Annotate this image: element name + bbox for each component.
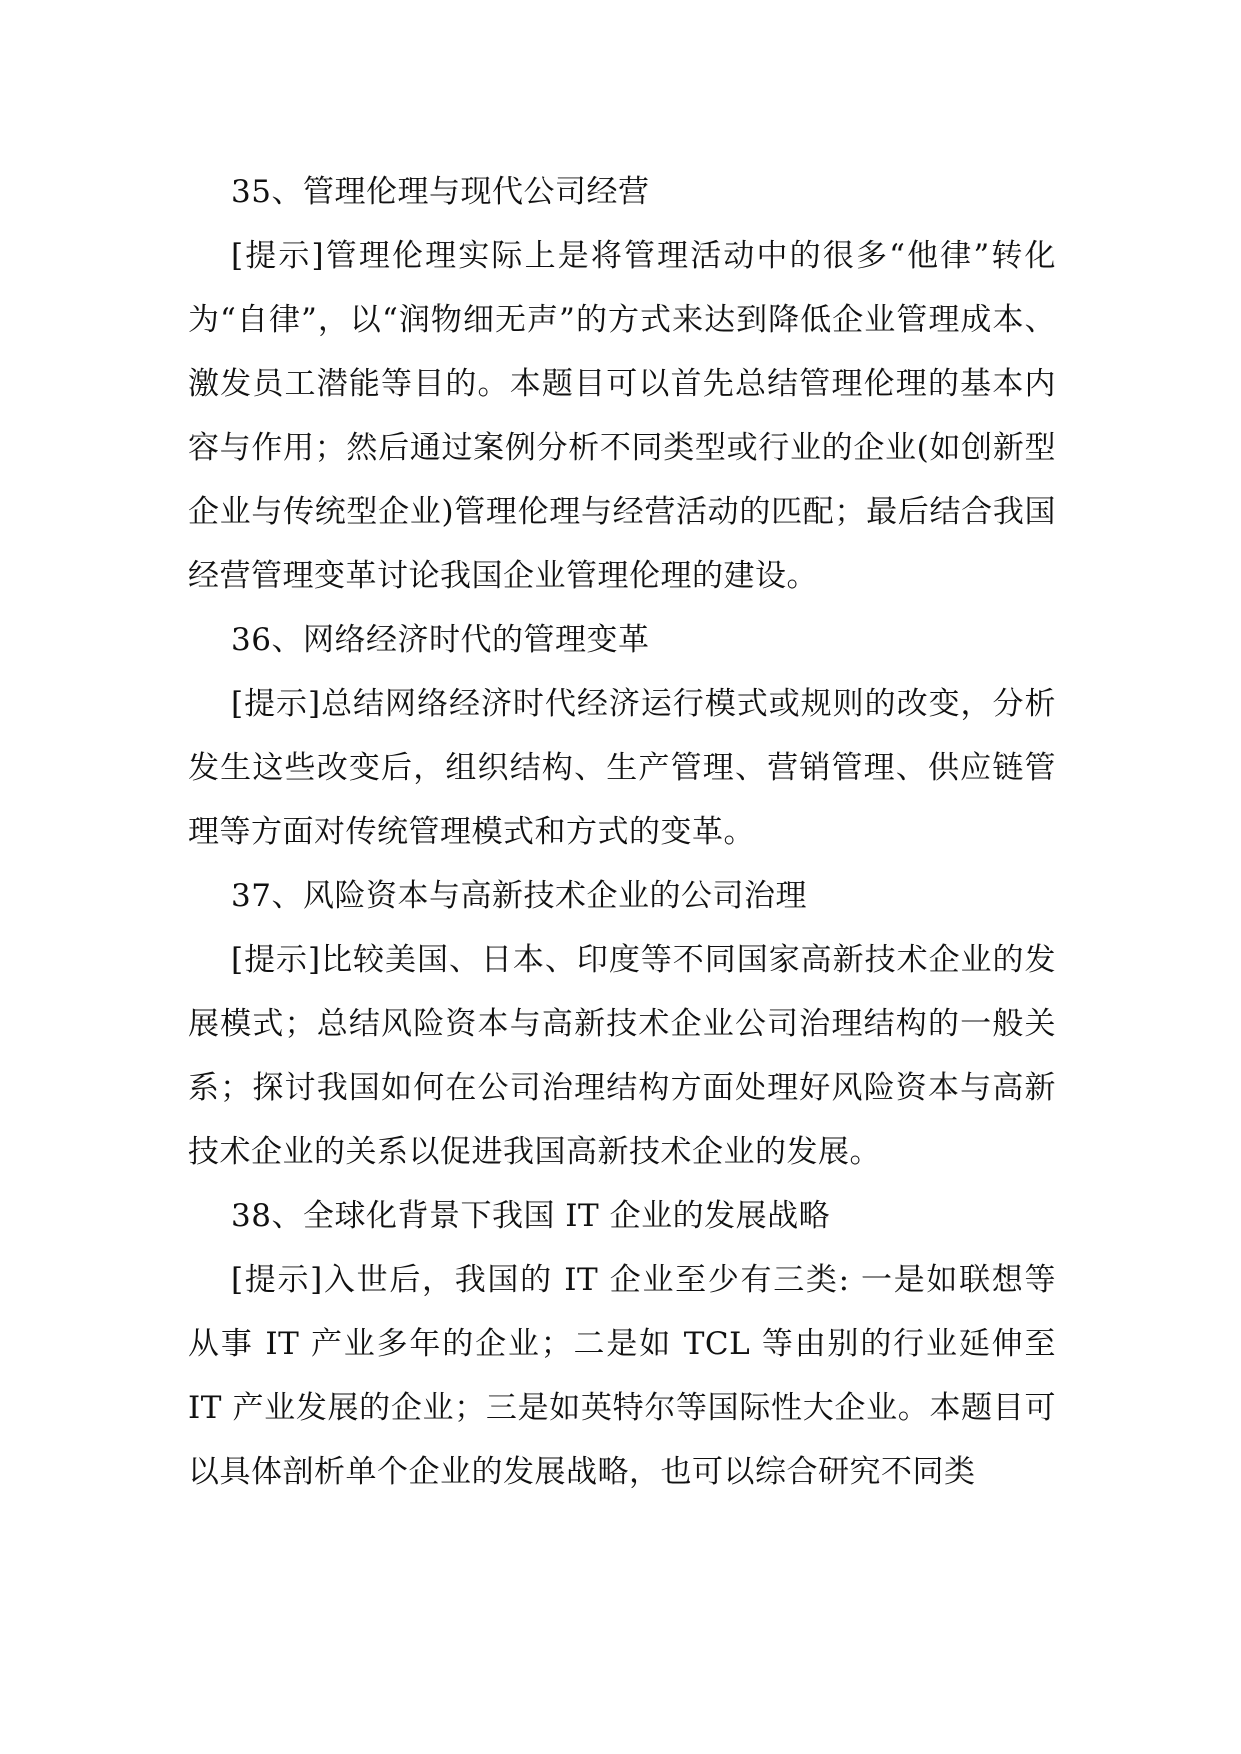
section-38-hint: [提示]入世后，我国的 IT 企业至少有三类: 一是如联想等从事 IT 产业多年的企业；二是如 TCL 等由别的行业延伸至 IT 产业发展的企业；三是如英特尔等国际性大企业。本题目可以具体剖析单个企业的发展战略，也可以综合研究不同类	[188, 1262, 1056, 1490]
section-37-hint: [提示]比较美国、日本、印度等不同国家高新技术企业的发展模式；总结风险资本与高新技术企业公司治理结构的一般关系；探讨我国如何在公司治理结构方面处理好风险资本与高新技术企业的关系以促进我国高新技术企业的发展。	[188, 942, 1056, 1170]
section-36-title: 36、网络经济时代的管理变革	[231, 622, 650, 658]
document-body	[188, 160, 1056, 1504]
section-38-title: 38、全球化背景下我国 IT 企业的发展战略	[231, 1198, 831, 1234]
section-36-hint: [提示]总结网络经济时代经济运行模式或规则的改变，分析发生这些改变后，组织结构、生产管理、营销管理、供应链管理等方面对传统管理模式和方式的变革。	[188, 686, 1056, 850]
section-35-title: 35、管理伦理与现代公司经营	[231, 174, 650, 210]
section-37-title: 37、风险资本与高新技术企业的公司治理	[231, 878, 807, 914]
section-35-hint: [提示]管理伦理实际上是将管理活动中的很多“他律”转化为“自律”，以“润物细无声”的方式来达到降低企业管理成本、激发员工潜能等目的。本题目可以首先总结管理伦理的基本内容与作用；然后通过案例分析不同类型或行业的企业(如创新型企业与传统型企业)管理伦理与经营活动的匹配；最后结合我国经营管理变革讨论我国企业管理伦理的建设。	[188, 238, 1056, 594]
